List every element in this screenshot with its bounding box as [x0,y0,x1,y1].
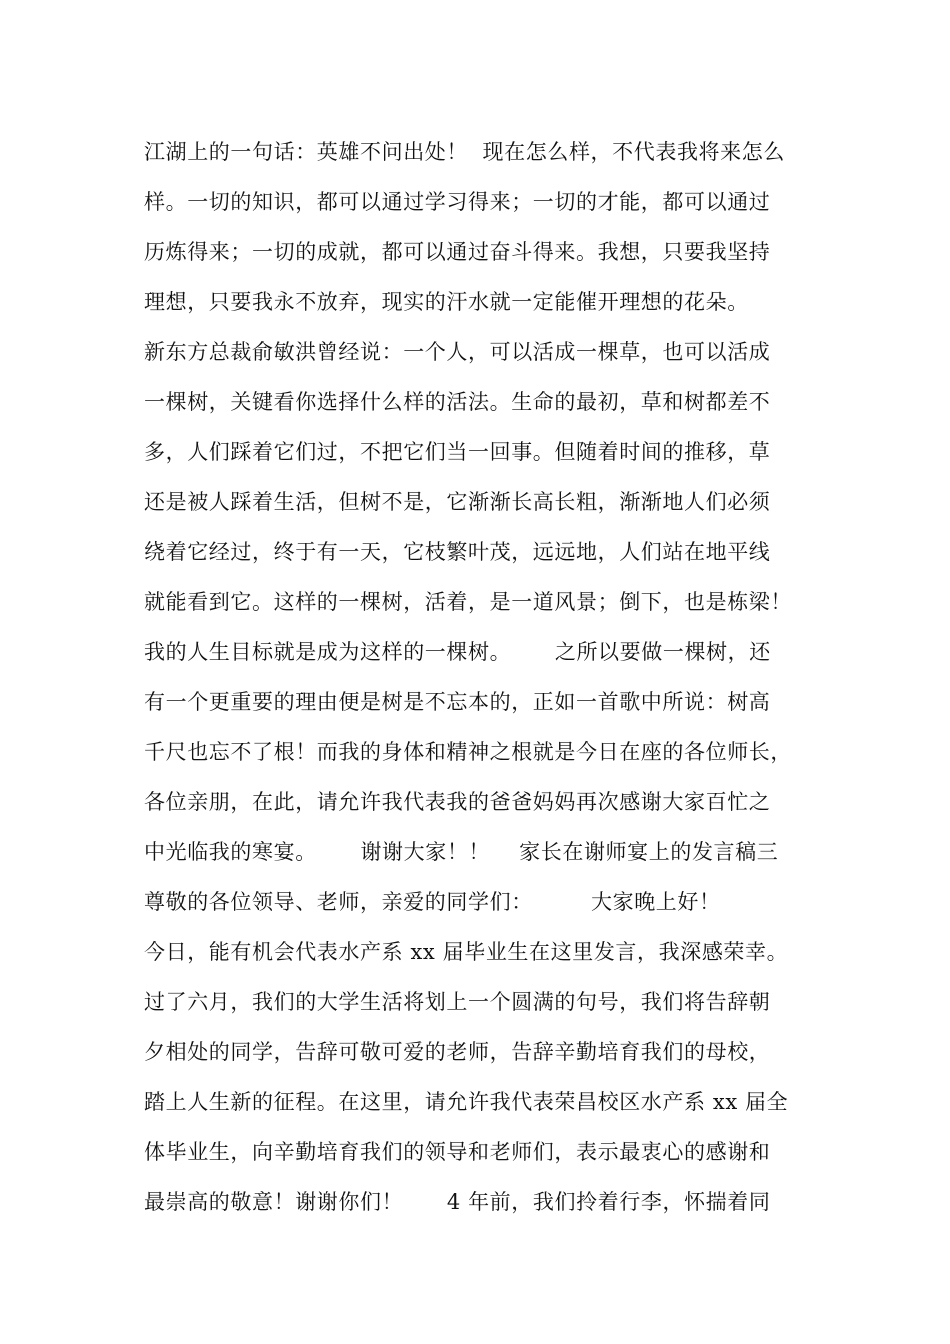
text-line: 还是被人踩着生活，但树不是，它渐渐长高长粗，渐渐地人们必须 [144,490,771,514]
text-line: 千尺也忘不了根！而我的身体和精神之根就是今日在座的各位师长， [144,740,792,764]
text-line: 绕着它经过，终于有一天，它枝繁叶茂，远远地，人们站在地平线 [144,540,771,564]
text-line: 理想，只要我永不放弃，现实的汗水就一定能催开理想的花朵。 [144,290,749,314]
text-line: 有一个更重要的理由便是树是不忘本的，正如一首歌中所说：树高 [144,690,771,714]
text-line: 体毕业生，向辛勤培育我们的领导和老师们，表示最衷心的感谢和 [144,1140,771,1164]
text-line: 历炼得来；一切的成就，都可以通过奋斗得来。我想，只要我坚持 [144,240,771,264]
text-line: 多，人们踩着它们过，不把它们当一回事。但随着时间的推移，草 [144,440,771,464]
text-line: 江湖上的一句话：英雄不问出处！ 现在怎么样，不代表我将来怎么 [144,140,785,164]
text-line: 一棵树，关键看你选择什么样的活法。生命的最初，草和树都差不 [144,390,771,414]
text-line: 过了六月，我们的大学生活将划上一个圆满的句号，我们将告辞朝 [144,990,771,1014]
text-line: 今日，能有机会代表水产系 xx 届毕业生在这里发言，我深感荣幸。 [144,940,789,964]
text-line: 踏上人生新的征程。在这里，请允许我代表荣昌校区水产系 xx 届全 [144,1090,789,1114]
text-line: 就能看到它。这样的一棵树，活着，是一道风景；倒下，也是栋梁！ [144,590,792,614]
text-line: 我的人生目标就是成为这样的一棵树。 之所以要做一棵树，还 [144,640,771,664]
text-line: 中光临我的寒宴。 谢谢大家！！ 家长在谢师宴上的发言稿三 [144,840,779,864]
text-line: 夕相处的同学，告辞可敬可爱的老师，告辞辛勤培育我们的母校， [144,1040,771,1064]
text-line: 尊敬的各位领导、老师，亲爱的同学们： 大家晚上好！ [144,890,721,914]
text-line: 最崇高的敬意！谢谢你们！ 4 年前，我们拎着行李，怀揣着同 [144,1190,771,1214]
body-text [144,131,844,1231]
text-line: 新东方总裁俞敏洪曾经说：一个人，可以活成一棵草，也可以活成 [144,340,771,364]
text-line: 样。一切的知识，都可以通过学习得来；一切的才能，都可以通过 [144,190,771,214]
text-line: 各位亲朋，在此，请允许我代表我的爸爸妈妈再次感谢大家百忙之 [144,790,771,814]
